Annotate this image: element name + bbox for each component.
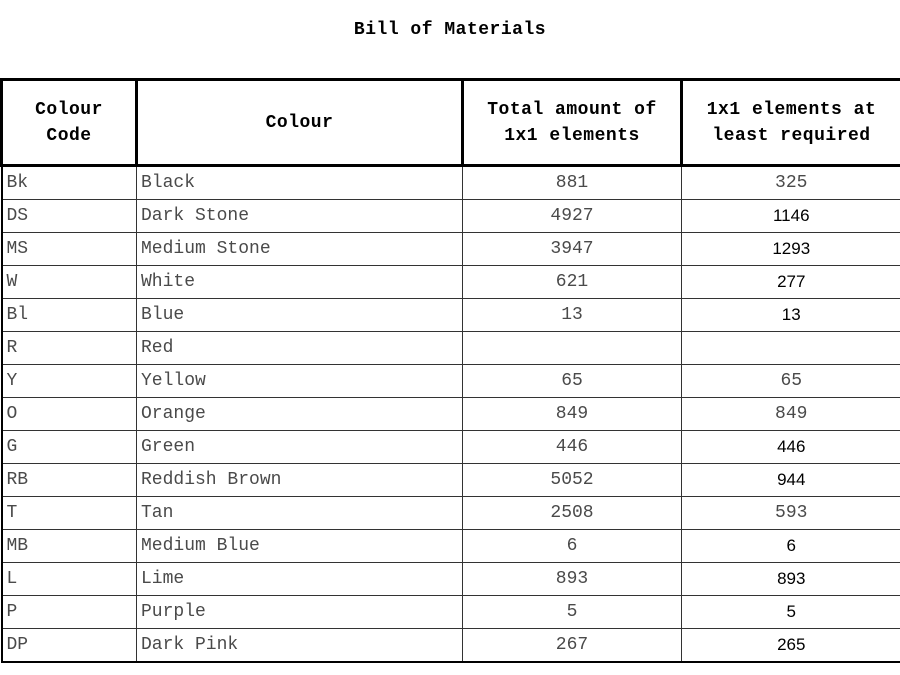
cell-total-amount: 5052 [463,464,682,497]
bill-of-materials-table [0,78,900,663]
table-header-row [2,80,900,166]
cell-total-amount [463,332,682,365]
table-row [2,431,900,464]
table-row [2,332,900,365]
cell-colour-code: W [2,266,137,299]
header-least-required: 1x1 elements at least required [682,80,900,166]
cell-least-required [682,332,900,365]
cell-total-amount: 4927 [463,200,682,233]
cell-colour-code: Bk [2,166,137,200]
cell-total-amount: 881 [463,166,682,200]
cell-least-required: 6 [682,530,900,563]
cell-total-amount: 849 [463,398,682,431]
header-colour: Colour [137,80,463,166]
header-colour-code: Colour Code [2,80,137,166]
cell-total-amount: 2508 [463,497,682,530]
cell-total-amount: 446 [463,431,682,464]
page-title: Bill of Materials [353,20,547,40]
cell-least-required: 1293 [682,233,900,266]
cell-colour-name: Green [137,431,463,464]
cell-colour-name: Reddish Brown [137,464,463,497]
cell-least-required: 277 [682,266,900,299]
cell-total-amount: 65 [463,365,682,398]
cell-colour-code: RB [2,464,137,497]
cell-colour-name: Medium Stone [137,233,463,266]
cell-colour-code: P [2,596,137,629]
cell-least-required: 593 [682,497,900,530]
cell-colour-name: Purple [137,596,463,629]
cell-least-required: 65 [682,365,900,398]
cell-colour-name: Dark Pink [137,629,463,663]
cell-colour-code: MB [2,530,137,563]
cell-least-required: 944 [682,464,900,497]
cell-least-required: 265 [682,629,900,663]
cell-least-required: 13 [682,299,900,332]
table-body [2,166,900,663]
header-total-amount: Total amount of 1x1 elements [463,80,682,166]
cell-colour-code: T [2,497,137,530]
table-row [2,398,900,431]
cell-least-required: 893 [682,563,900,596]
cell-colour-code: DP [2,629,137,663]
table-row [2,233,900,266]
table-row [2,166,900,200]
cell-least-required: 5 [682,596,900,629]
table-row [2,200,900,233]
cell-colour-name: Orange [137,398,463,431]
table-row [2,266,900,299]
table-row [2,530,900,563]
table-row [2,497,900,530]
cell-least-required: 325 [682,166,900,200]
cell-colour-name: Yellow [137,365,463,398]
table-row [2,563,900,596]
cell-total-amount: 267 [463,629,682,663]
table-row [2,464,900,497]
cell-colour-code: R [2,332,137,365]
cell-colour-name: Dark Stone [137,200,463,233]
cell-least-required: 849 [682,398,900,431]
cell-total-amount: 5 [463,596,682,629]
cell-colour-name: Lime [137,563,463,596]
table-row [2,299,900,332]
cell-colour-code: G [2,431,137,464]
table-row [2,629,900,663]
cell-colour-code: L [2,563,137,596]
cell-colour-name: Red [137,332,463,365]
cell-least-required: 446 [682,431,900,464]
table-row [2,365,900,398]
cell-least-required: 1146 [682,200,900,233]
cell-colour-code: Y [2,365,137,398]
cell-colour-name: Medium Blue [137,530,463,563]
table-row [2,596,900,629]
cell-total-amount: 13 [463,299,682,332]
cell-colour-code: DS [2,200,137,233]
cell-colour-code: Bl [2,299,137,332]
cell-total-amount: 6 [463,530,682,563]
cell-total-amount: 3947 [463,233,682,266]
cell-colour-name: Blue [137,299,463,332]
cell-colour-code: MS [2,233,137,266]
cell-colour-name: Black [137,166,463,200]
cell-colour-name: Tan [137,497,463,530]
cell-total-amount: 621 [463,266,682,299]
cell-colour-code: O [2,398,137,431]
cell-total-amount: 893 [463,563,682,596]
cell-colour-name: White [137,266,463,299]
